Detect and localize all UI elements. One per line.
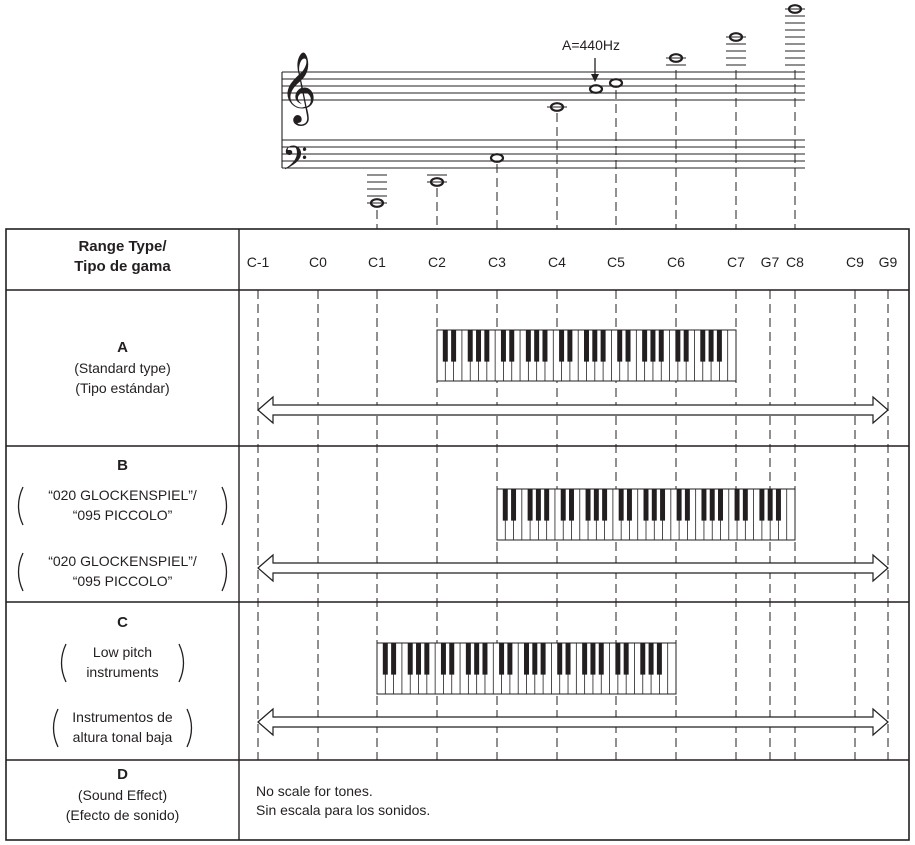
keyboard-b-black-key <box>561 489 566 521</box>
keyboard-b-black-key <box>685 489 690 521</box>
row-d-line1: (Sound Effect) <box>77 787 168 803</box>
keyboard-c-black-key <box>424 643 429 675</box>
keyboard-a-black-key <box>542 330 547 362</box>
row-d-desc2: Sin escala para los sonidos. <box>256 802 431 818</box>
keyboard-b-black-key <box>660 489 665 521</box>
column-label: C7 <box>727 254 745 270</box>
keyboard-c-black-key <box>615 643 620 675</box>
keyboard-c-black-key <box>524 643 529 675</box>
keyboard-b-black-key <box>544 489 549 521</box>
keyboard-b-black-key <box>503 489 508 521</box>
row-d-desc1: No scale for tones. <box>256 783 373 799</box>
keyboard-a-black-key <box>650 330 655 362</box>
keyboard-c-black-key <box>391 643 396 675</box>
keyboard-c-black-key <box>441 643 446 675</box>
keyboard-c-black-key <box>640 643 645 675</box>
row-d-letter: D <box>117 766 128 783</box>
keyboard-a-black-key <box>476 330 481 362</box>
keyboard-c-black-key <box>507 643 512 675</box>
row-a-label <box>6 338 239 398</box>
header-tipo-de-gama: Tipo de gama <box>74 258 171 275</box>
header-label <box>6 237 239 277</box>
keyboard-b-black-key <box>718 489 723 521</box>
row-b-paren1 <box>20 485 225 525</box>
column-label: C0 <box>309 254 327 270</box>
row-b-paren2 <box>20 551 225 591</box>
keyboard-b-black-key <box>602 489 607 521</box>
keyboard-c-black-key <box>449 643 454 675</box>
keyboard-b-black-key <box>735 489 740 521</box>
keyboard-b-black-key <box>759 489 764 521</box>
keyboard-b-black-key <box>677 489 682 521</box>
keyboard-b-black-key <box>586 489 591 521</box>
keyboard-b-black-key <box>701 489 706 521</box>
column-label: C2 <box>428 254 446 270</box>
keyboard-a-black-key <box>659 330 664 362</box>
keyboard-a-black-key <box>584 330 589 362</box>
column-label: C-1 <box>246 254 270 270</box>
row-c-paren1 <box>63 642 182 682</box>
row-c-p2b: altura tonal baja <box>72 729 173 745</box>
column-label: C9 <box>846 254 864 270</box>
keyboard-c-black-key <box>383 643 388 675</box>
row-d-description <box>256 782 430 820</box>
keyboard-c-black-key <box>408 643 413 675</box>
keyboard-b-black-key <box>652 489 657 521</box>
keyboard-a-black-key <box>717 330 722 362</box>
row-c-letter <box>6 613 239 633</box>
keyboard-a-black-key <box>559 330 564 362</box>
column-label: C4 <box>548 254 566 270</box>
column-label: C6 <box>667 254 685 270</box>
keyboard-a-black-key <box>468 330 473 362</box>
keyboard-b-black-key <box>776 489 781 521</box>
range-arrow <box>258 397 888 423</box>
keyboard-a-black-key <box>675 330 680 362</box>
keyboards <box>377 330 795 694</box>
keyboard-a-black-key <box>451 330 456 362</box>
keyboard-a-black-key <box>592 330 597 362</box>
keyboard-b-black-key <box>511 489 516 521</box>
header-range-type: Range Type/ <box>78 238 167 255</box>
keyboard-c-black-key <box>416 643 421 675</box>
row-a-letter: A <box>117 339 128 356</box>
row-b-p2b: “095 PICCOLO” <box>72 573 173 589</box>
range-arrow <box>258 709 888 735</box>
keyboard-a-black-key <box>484 330 489 362</box>
row-c-paren2 <box>55 707 190 747</box>
row-b-letter <box>6 456 239 476</box>
keyboard-c-black-key <box>590 643 595 675</box>
keyboard-a-black-key <box>534 330 539 362</box>
keyboard-c-black-key <box>532 643 537 675</box>
bass-clef: 𝄢 <box>282 140 308 186</box>
keyboard-c-black-key <box>466 643 471 675</box>
column-label: C8 <box>786 254 804 270</box>
keyboard-b-black-key <box>644 489 649 521</box>
keyboard-a-black-key <box>626 330 631 362</box>
keyboard-c-black-key <box>599 643 604 675</box>
column-label: C1 <box>368 254 386 270</box>
row-b-p2a: “020 GLOCKENSPIEL”/ <box>48 553 197 569</box>
row-a-line1: (Standard type) <box>74 360 171 376</box>
a440-label: A=440Hz <box>562 37 620 53</box>
keyboard-a-black-key <box>526 330 531 362</box>
row-b-letter-text: B <box>117 457 128 474</box>
row-c-p2a: Instrumentos de <box>72 709 173 725</box>
column-label: C3 <box>488 254 506 270</box>
keyboard-b-black-key <box>619 489 624 521</box>
column-label: C5 <box>607 254 625 270</box>
keyboard-a-black-key <box>443 330 448 362</box>
keyboard-a-black-key <box>567 330 572 362</box>
range-arrow <box>258 555 888 581</box>
keyboard-b-black-key <box>528 489 533 521</box>
keyboard-c-black-key <box>649 643 654 675</box>
keyboard-b-black-key <box>743 489 748 521</box>
keyboard-b-black-key <box>594 489 599 521</box>
treble-clef: 𝄞 <box>280 50 317 123</box>
row-c-p1b: instruments <box>86 664 159 680</box>
keyboard-c-black-key <box>482 643 487 675</box>
keyboard-a-black-key <box>509 330 514 362</box>
row-c-letter-text: C <box>117 614 128 631</box>
keyboard-a-black-key <box>709 330 714 362</box>
keyboard-a-black-key <box>601 330 606 362</box>
row-d-line2: (Efecto de sonido) <box>65 807 180 823</box>
keyboard-b-black-key <box>768 489 773 521</box>
keyboard-c-black-key <box>474 643 479 675</box>
keyboard-c-black-key <box>582 643 587 675</box>
keyboard-b-black-key <box>627 489 632 521</box>
column-label: G9 <box>878 254 898 270</box>
keyboard-a-black-key <box>617 330 622 362</box>
keyboard-c-black-key <box>657 643 662 675</box>
keyboard-b-black-key <box>710 489 715 521</box>
keyboard-a-black-key <box>501 330 506 362</box>
keyboard-c-black-key <box>541 643 546 675</box>
row-d-label <box>6 765 239 825</box>
row-a-line2: (Tipo estándar) <box>75 380 170 396</box>
column-label: G7 <box>760 254 780 270</box>
keyboard-a-black-key <box>642 330 647 362</box>
keyboard-b-black-key <box>569 489 574 521</box>
row-c-p1a: Low pitch <box>92 644 153 660</box>
row-b-p1a: “020 GLOCKENSPIEL”/ <box>48 487 197 503</box>
keyboard-c-black-key <box>557 643 562 675</box>
keyboard-a-black-key <box>700 330 705 362</box>
keyboard-c-black-key <box>566 643 571 675</box>
row-b-p1b: “095 PICCOLO” <box>72 507 173 523</box>
keyboard-a-black-key <box>684 330 689 362</box>
keyboard-c-black-key <box>499 643 504 675</box>
keyboard-c-black-key <box>624 643 629 675</box>
keyboard-b-black-key <box>536 489 541 521</box>
